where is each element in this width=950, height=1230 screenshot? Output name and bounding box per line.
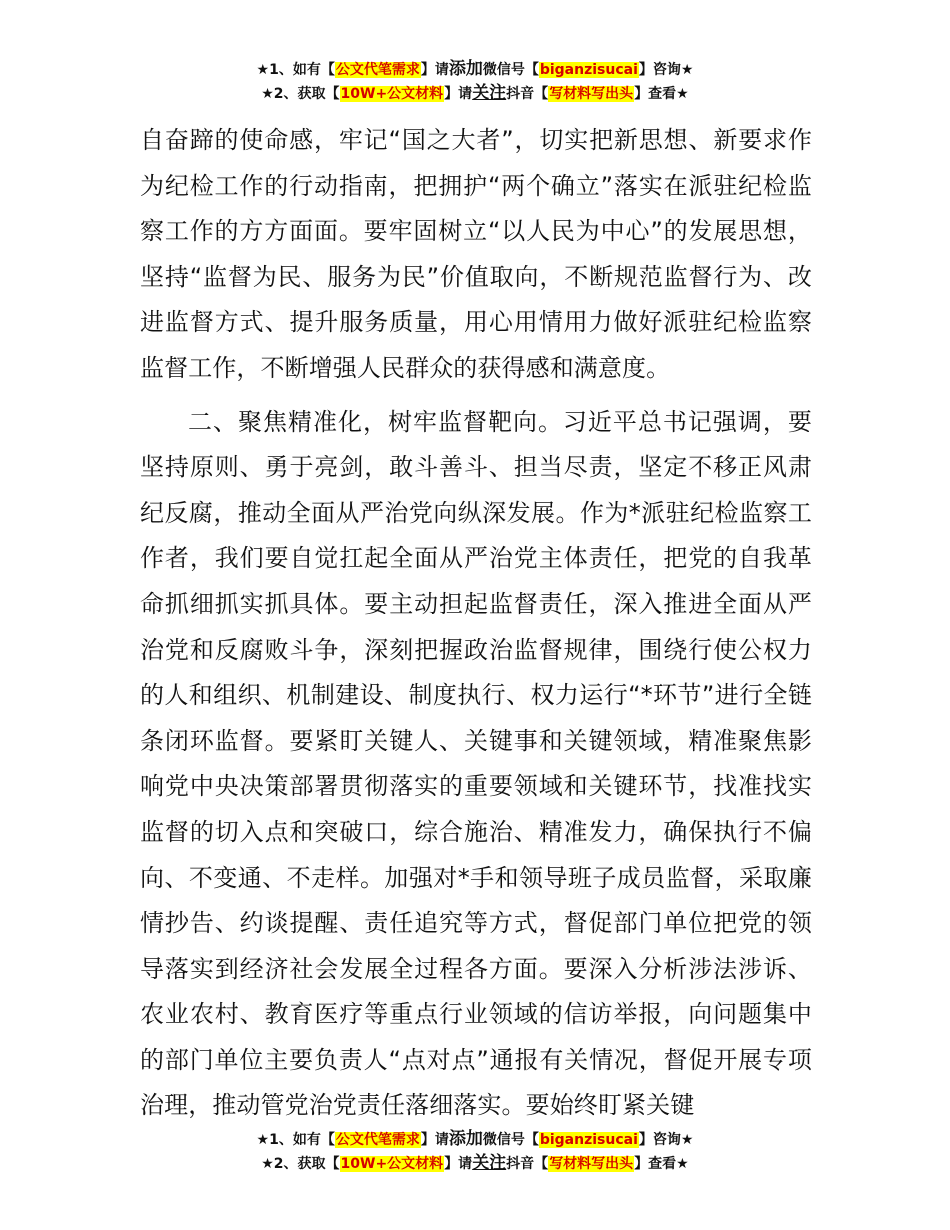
banner-text: 抖音【: [506, 1156, 549, 1172]
banner-text: 微信号【: [482, 1132, 539, 1148]
banner-emphasis: 添加: [448, 59, 483, 79]
paragraph: 自奋蹄的使命感，牢记“国之大者”，切实把新思想、新要求作为纪检工作的行动指南，把拥护“两个确立”落实在派驻纪检监察工作的方方面面。要牢固树立“以人民为中心”的发展思想，坚持“监督为民、服务为民”价值取向，不断规范监督行为、改进监督方式、提升服务质量，用心用情用力做好派驻纪检监察监督工作，不断增强人民群众的获得感和满意度。: [140, 126, 812, 382]
highlight-wechat-id: biganzisucai: [539, 62, 638, 78]
banner-text: 】咨询★: [638, 1132, 694, 1148]
banner-text: 】请: [444, 86, 473, 102]
footer-banner: [0, 1128, 950, 1176]
document-body: [140, 118, 812, 1129]
banner-text: 抖音【: [506, 86, 549, 102]
banner-text: ★2、获取【: [261, 1156, 340, 1172]
banner-text: 】查看★: [634, 1156, 689, 1172]
paragraph: 二、聚焦精准化，树牢监督靶向。习近平总书记强调，要坚持原则、勇于亮剑，敢斗善斗、担当尽责，坚定不移正风肃纪反腐，推动全面从严治党向纵深发展。作为*派驻纪检监察工作者，我们要自觉扛起全面从严治党主体责任，把党的自我革命抓细抓实抓具体。要主动担起监督责任，深入推进全面从严治党和反腐败斗争，深刻把握政治监督规律，围绕行使公权力的人和组织、机制建设、制度执行、权力运行“*环节”进行全链条闭环监督。要紧盯关键人、关键事和关键领域，精准聚焦影响党中央决策部署贯彻落实的重要领域和关键环节，找准找实监督的切入点和突破口，综合施治、精准发力，确保执行不偏向、不变通、不走样。加强对*手和领导班子成员监督，采取廉情抄告、约谈提醒、责任追究等方式，督促部门单位把党的领导落实到经济社会发展全过程各方面。要深入分析涉法涉诉、农业农村、教育医疗等重点行业领域的信访举报，向问题集中的部门单位主要负责人“点对点”通报有关情况，督促开展专项治理，推动管党治党责任落细落实。要始终盯紧关键: [140, 407, 812, 1120]
header-banner: [0, 58, 950, 106]
banner-line-2: [0, 82, 950, 106]
banner-text: 】查看★: [634, 86, 689, 102]
banner-text: ★2、获取【: [261, 86, 340, 102]
banner-emphasis: 关注: [472, 1153, 507, 1173]
banner-text: ★1、如有【: [256, 1132, 335, 1148]
highlight-wechat-id: biganzisucai: [539, 1132, 638, 1148]
highlight-materials: 10W+公文材料: [340, 1156, 444, 1172]
banner-line-1: [0, 58, 950, 82]
banner-emphasis: 关注: [472, 83, 507, 103]
highlight-douyin: 写材料写出头: [549, 86, 634, 102]
highlight-douyin: 写材料写出头: [549, 1156, 634, 1172]
highlight-service: 公文代笔需求: [335, 62, 420, 78]
banner-text: 】请: [420, 62, 449, 78]
banner-text: 】请: [420, 1132, 449, 1148]
banner-text: 微信号【: [482, 62, 539, 78]
banner-emphasis: 添加: [448, 1129, 483, 1149]
highlight-materials: 10W+公文材料: [340, 86, 444, 102]
highlight-service: 公文代笔需求: [335, 1132, 420, 1148]
banner-text: ★1、如有【: [256, 62, 335, 78]
banner-text: 】请: [444, 1156, 473, 1172]
banner-text: 】咨询★: [638, 62, 694, 78]
banner-line-2: [0, 1152, 950, 1176]
banner-line-1: [0, 1128, 950, 1152]
